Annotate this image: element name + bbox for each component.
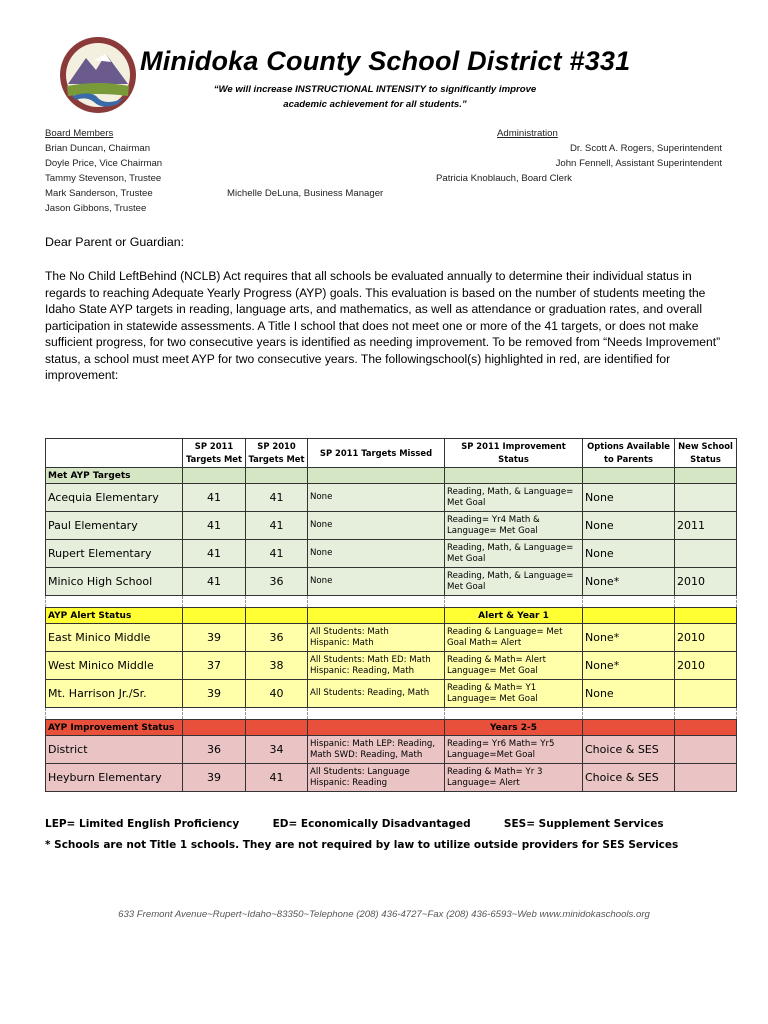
targets-met-2011: 39 (183, 764, 246, 792)
school-name: Heyburn Elementary (46, 764, 183, 792)
improvement-status: Reading & Math= Y1 Language= Met Goal (445, 680, 583, 708)
parent-options: None (583, 512, 675, 540)
legend-ed: ED= Economically Disadvantaged (272, 818, 471, 830)
table-header-row (46, 439, 737, 468)
improvement-status: Reading= Yr6 Math= Yr5 Language=Met Goal (445, 736, 583, 764)
parent-options: None* (583, 568, 675, 596)
board-member: Tammy Stevenson, Trustee (45, 173, 162, 184)
table-row (46, 680, 737, 708)
new-school-status: 2010 (675, 624, 737, 652)
board-member: Brian Duncan, Chairman (45, 143, 151, 154)
school-name: Rupert Elementary (46, 540, 183, 568)
section-status: Alert & Year 1 (445, 608, 583, 624)
targets-met-2010: 38 (246, 652, 308, 680)
targets-met-2011: 39 (183, 624, 246, 652)
targets-met-2011: 37 (183, 652, 246, 680)
targets-met-2010: 36 (246, 624, 308, 652)
table-row (46, 540, 737, 568)
footer-contact: 633 Fremont Avenue~Rupert~Idaho~83350~Telephone (208) 436-4727~Fax (208) 436-6593~Web www.minidokaschools.org (118, 909, 650, 920)
table-row (46, 568, 737, 596)
section-label: AYP Improvement Status (46, 720, 183, 736)
column-header (46, 439, 183, 468)
board-member: Jason Gibbons, Trustee (45, 203, 147, 214)
motto-line: academic achievement for all students.” (283, 99, 467, 110)
parent-options: Choice & SES (583, 736, 675, 764)
targets-missed: None (308, 512, 445, 540)
targets-met-2011: 41 (183, 568, 246, 596)
targets-met-2010: 41 (246, 764, 308, 792)
improvement-status: Reading, Math, & Language= Met Goal (445, 484, 583, 512)
targets-met-2010: 40 (246, 680, 308, 708)
column-header: Options Available to Parents (583, 439, 675, 468)
legend-lep: LEP= Limited English Proficiency (45, 818, 240, 830)
targets-met-2011: 41 (183, 540, 246, 568)
school-name: Paul Elementary (46, 512, 183, 540)
new-school-status: 2010 (675, 568, 737, 596)
targets-met-2011: 39 (183, 680, 246, 708)
table-row (46, 624, 737, 652)
district-motto (200, 82, 550, 112)
administrator: Patricia Knoblauch, Board Clerk (436, 173, 572, 184)
improvement-status: Reading= Yr4 Math & Language= Met Goal (445, 512, 583, 540)
ayp-status-table (45, 438, 737, 792)
new-school-status (675, 680, 737, 708)
school-name: District (46, 736, 183, 764)
targets-missed: None (308, 540, 445, 568)
section-label: Met AYP Targets (46, 468, 183, 484)
board-heading: Board Members (45, 128, 114, 139)
targets-met-2010: 41 (246, 540, 308, 568)
targets-met-2011: 41 (183, 484, 246, 512)
table-row (46, 652, 737, 680)
improvement-status: Reading & Math= Alert Language= Met Goal (445, 652, 583, 680)
targets-met-2010: 34 (246, 736, 308, 764)
letter-body: The No Child LeftBehind (NCLB) Act requires that all schools be evaluated annually to determine their individual status in regards to reaching Adequate Yearly Progress (AYP) goals. This evaluation is based on the number of students meeting the Idaho State AYP targets in reading, language arts, and mathematics, as well as attendance or graduation rates, and overall participation in statewide assessments. A Title I school that does not meet one or more of the 41 targets, or does not make sufficient progress, for two consecutive years is identified as needing improvement. To be removed from “Needs Improvement” status, a school must meet AYP for two consecutive years. The followingschool(s) highlighted in red, are identified for improvement: (45, 269, 721, 382)
school-name: Acequia Elementary (46, 484, 183, 512)
table-spacer (46, 708, 737, 720)
targets-missed: All Students: Reading, Math (308, 680, 445, 708)
targets-met-2010: 41 (246, 512, 308, 540)
table-row (46, 764, 737, 792)
parent-options: None* (583, 624, 675, 652)
improvement-status: Reading, Math, & Language= Met Goal (445, 540, 583, 568)
school-name: Minico High School (46, 568, 183, 596)
new-school-status (675, 764, 737, 792)
column-header: SP 2011 Targets Met (183, 439, 246, 468)
new-school-status: 2010 (675, 652, 737, 680)
targets-missed: None (308, 568, 445, 596)
targets-met-2010: 36 (246, 568, 308, 596)
targets-missed: All Students: Math ED: Math Hispanic: Reading, Math (308, 652, 445, 680)
page-title: Minidoka County School District #331 (140, 46, 631, 76)
new-school-status (675, 484, 737, 512)
targets-met-2011: 36 (183, 736, 246, 764)
board-member: Mark Sanderson, Trustee (45, 188, 153, 199)
improvement-status: Reading & Math= Yr 3 Language= Alert (445, 764, 583, 792)
table-row (46, 736, 737, 764)
targets-missed: All Students: Language Hispanic: Reading (308, 764, 445, 792)
letter-greeting: Dear Parent or Guardian: (45, 235, 185, 249)
district-logo-icon (58, 34, 138, 116)
administration-heading: Administration (497, 128, 558, 139)
new-school-status: 2011 (675, 512, 737, 540)
parent-options: None (583, 540, 675, 568)
targets-missed: Hispanic: Math LEP: Reading, Math SWD: Reading, Math (308, 736, 445, 764)
board-member: Doyle Price, Vice Chairman (45, 158, 163, 169)
targets-met-2011: 41 (183, 512, 246, 540)
table-legend (45, 818, 664, 830)
section-label: AYP Alert Status (46, 608, 183, 624)
targets-missed: None (308, 484, 445, 512)
administrator: John Fennell, Assistant Superintendent (555, 158, 722, 169)
parent-options: Choice & SES (583, 764, 675, 792)
column-header: New School Status (675, 439, 737, 468)
section-header-alert (46, 608, 737, 624)
improvement-status: Reading & Language= Met Goal Math= Alert (445, 624, 583, 652)
targets-missed: All Students: Math Hispanic: Math (308, 624, 445, 652)
improvement-status: Reading, Math, & Language= Met Goal (445, 568, 583, 596)
section-status: Years 2-5 (445, 720, 583, 736)
school-name: West Minico Middle (46, 652, 183, 680)
section-header-improvement (46, 720, 737, 736)
school-name: Mt. Harrison Jr./Sr. (46, 680, 183, 708)
business-manager: Michelle DeLuna, Business Manager (227, 188, 384, 199)
column-header: SP 2010 Targets Met (246, 439, 308, 468)
administrator: Dr. Scott A. Rogers, Superintendent (570, 143, 722, 154)
legend-note: * Schools are not Title 1 schools. They are not required by law to utilize outside providers for SES Services (45, 839, 679, 851)
section-header-met (46, 468, 737, 484)
new-school-status (675, 736, 737, 764)
table-row (46, 484, 737, 512)
parent-options: None (583, 680, 675, 708)
table-row (46, 512, 737, 540)
table-spacer (46, 596, 737, 608)
motto-line: “We will increase INSTRUCTIONAL INTENSITY to significantly improve (213, 84, 537, 95)
targets-met-2010: 41 (246, 484, 308, 512)
parent-options: None (583, 484, 675, 512)
school-name: East Minico Middle (46, 624, 183, 652)
new-school-status (675, 540, 737, 568)
legend-ses: SES= Supplement Services (503, 818, 664, 830)
parent-options: None* (583, 652, 675, 680)
column-header: SP 2011 Improvement Status (445, 439, 583, 468)
column-header: SP 2011 Targets Missed (308, 439, 445, 468)
